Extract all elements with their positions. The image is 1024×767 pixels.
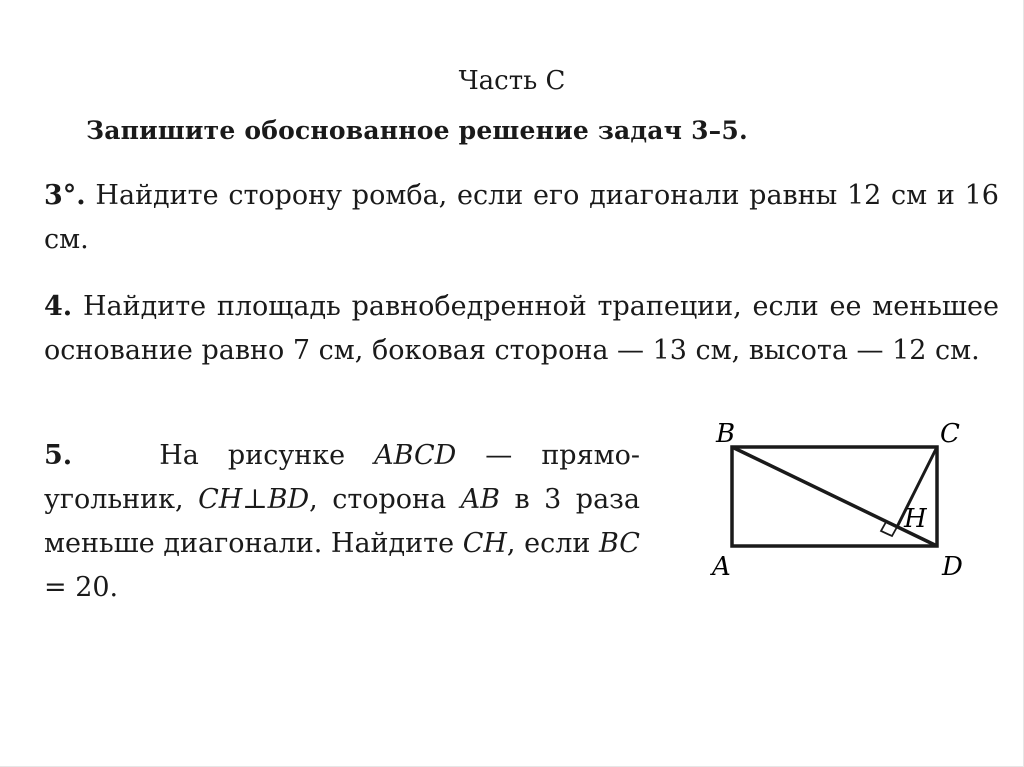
task-5-line-1 [44, 434, 640, 478]
task-5-line2-pre: угольник, [44, 484, 199, 515]
task-5-line2-post: в 3 [499, 484, 562, 515]
label-ab: AB [460, 484, 500, 515]
task-4 [44, 285, 999, 373]
task-5-line4-post: = 20. [44, 572, 119, 603]
task-3-text: Найдите сторону ромба, если его диагонали равны 12 см и 16 см. [44, 180, 999, 255]
task-5-line4-mid: , если [506, 528, 599, 559]
label-bc: BC [598, 528, 640, 559]
point-label-h: H [904, 504, 927, 534]
label-ch-perp-bd: CH⊥BD [198, 484, 310, 515]
label-ch: CH [462, 528, 507, 559]
task-5-line1-pre: На рисунке [159, 440, 375, 471]
task-5-line3: раза меньше диагонали. Найдите [44, 484, 641, 559]
vertex-label-d: D [942, 552, 963, 582]
rectangle-figure [700, 410, 980, 590]
task-5 [44, 434, 640, 610]
task-3 [44, 174, 999, 262]
instruction-heading: Запишите обоснованное решение задач 3–5. [86, 116, 748, 145]
task-3-number: 3°. [44, 180, 86, 211]
task-4-number: 4. [44, 291, 73, 322]
label-abcd: ABCD [374, 440, 457, 471]
task-4-text: Найдите площадь равнобедренной трапеции, если ее меньшее основание равно 7 см, боковая сторона — 13 см, высота — 12 см. [44, 291, 999, 366]
task-5-line1-post: — прямо- [456, 440, 641, 471]
part-title: Часть C [458, 66, 566, 96]
task-5-line2-mid: , сторона [309, 484, 461, 515]
task-5-number: 5. [44, 440, 73, 471]
vertex-label-a: A [712, 552, 731, 582]
vertex-label-b: B [716, 419, 736, 449]
vertex-label-c: C [940, 419, 960, 449]
